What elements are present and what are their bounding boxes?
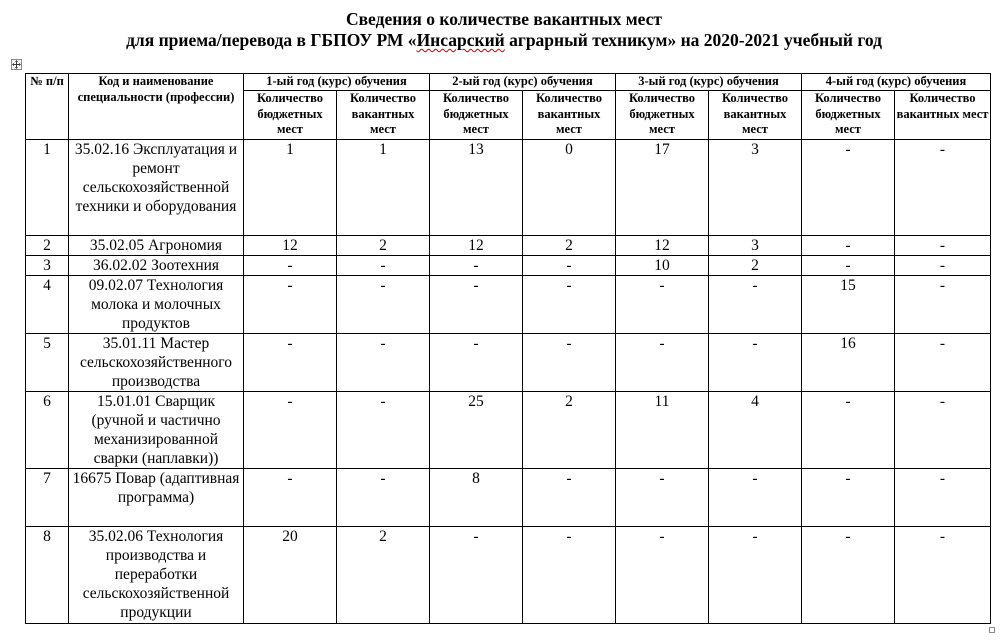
table-row bbox=[26, 256, 991, 276]
subheader-budget-places: Количество бюджетных мест bbox=[430, 91, 523, 140]
vacant-places-cell: - bbox=[523, 276, 616, 334]
vacant-places-cell: - bbox=[895, 392, 991, 469]
vacant-places-cell: - bbox=[523, 256, 616, 276]
document-title-line-2 bbox=[0, 30, 1008, 50]
budget-places-cell: - bbox=[430, 256, 523, 276]
vacant-places-cell: - bbox=[709, 527, 802, 624]
vacant-places-cell: - bbox=[895, 256, 991, 276]
specialty-name-cell: 35.02.05 Агрономия bbox=[69, 236, 244, 256]
subheader-budget-places: Количество бюджетных мест bbox=[616, 91, 709, 140]
vacant-places-cell: - bbox=[895, 527, 991, 624]
budget-places-cell: - bbox=[430, 527, 523, 624]
budget-places-cell: 20 bbox=[244, 527, 337, 624]
column-header-specialty: Код и наименование специальности (профессии) bbox=[69, 74, 244, 140]
document-title-line-1: Сведения о количестве вакантных мест bbox=[345, 9, 663, 29]
budget-places-cell: - bbox=[430, 276, 523, 334]
vacant-places-cell: - bbox=[337, 276, 430, 334]
budget-places-cell: 17 bbox=[616, 140, 709, 236]
budget-places-cell: - bbox=[802, 392, 895, 469]
vacant-places-cell: - bbox=[709, 469, 802, 527]
budget-places-cell: 13 bbox=[430, 140, 523, 236]
vacant-places-cell: 2 bbox=[523, 236, 616, 256]
budget-places-cell: - bbox=[430, 334, 523, 392]
vacant-places-cell: 3 bbox=[709, 140, 802, 236]
row-number-cell: 8 bbox=[26, 527, 69, 624]
column-header-year-1: 1-ый год (курс) обучения bbox=[244, 74, 430, 91]
budget-places-cell: - bbox=[616, 334, 709, 392]
budget-places-cell: - bbox=[244, 276, 337, 334]
specialty-name-cell: 36.02.02 Зоотехния bbox=[69, 256, 244, 276]
table-body bbox=[26, 140, 991, 624]
budget-places-cell: - bbox=[802, 469, 895, 527]
subheader-vacant-places: Количество вакантных мест bbox=[523, 91, 616, 140]
specialty-name-cell: 09.02.07 Технология молока и молочных продуктов bbox=[69, 276, 244, 334]
vacant-places-cell: - bbox=[523, 469, 616, 527]
subheader-vacant-places: Количество вакантных мест bbox=[337, 91, 430, 140]
vacant-places-cell: 4 bbox=[709, 392, 802, 469]
row-number-cell: 4 bbox=[26, 276, 69, 334]
budget-places-cell: 12 bbox=[244, 236, 337, 256]
vacant-places-cell: - bbox=[895, 469, 991, 527]
row-number-cell: 5 bbox=[26, 334, 69, 392]
vacant-places-cell: - bbox=[337, 256, 430, 276]
vacancies-table bbox=[25, 73, 991, 624]
vacant-places-cell: 2 bbox=[523, 392, 616, 469]
specialty-name-cell: 15.01.01 Сварщик (ручной и частично механизированной сварки (наплавки)) bbox=[69, 392, 244, 469]
budget-places-cell: - bbox=[616, 469, 709, 527]
subheader-vacant-places: Количество вакантных мест bbox=[709, 91, 802, 140]
table-row bbox=[26, 392, 991, 469]
subheader-budget-places: Количество бюджетных мест bbox=[802, 91, 895, 140]
table-row bbox=[26, 334, 991, 392]
specialty-name-cell: 16675 Повар (адаптивная программа) bbox=[69, 469, 244, 527]
budget-places-cell: 25 bbox=[430, 392, 523, 469]
column-header-year-3: 3-ый год (курс) обучения bbox=[616, 74, 802, 91]
vacant-places-cell: 2 bbox=[337, 527, 430, 624]
row-number-cell: 6 bbox=[26, 392, 69, 469]
budget-places-cell: 15 bbox=[802, 276, 895, 334]
budget-places-cell: - bbox=[244, 256, 337, 276]
budget-places-cell: 8 bbox=[430, 469, 523, 527]
vacant-places-cell: 2 bbox=[709, 256, 802, 276]
vacant-places-cell: - bbox=[709, 334, 802, 392]
budget-places-cell: - bbox=[244, 334, 337, 392]
title-line-2-end: аграрный техникум» на 2020-2021 учебный год bbox=[504, 30, 882, 50]
table-row bbox=[26, 236, 991, 256]
budget-places-cell: - bbox=[802, 140, 895, 236]
vacant-places-cell: - bbox=[523, 334, 616, 392]
vacant-places-cell: - bbox=[895, 276, 991, 334]
budget-places-cell: 12 bbox=[616, 236, 709, 256]
table-row bbox=[26, 469, 991, 527]
table-move-handle-icon[interactable] bbox=[11, 59, 22, 70]
table-row bbox=[26, 276, 991, 334]
budget-places-cell: - bbox=[802, 527, 895, 624]
vacant-places-cell: - bbox=[337, 334, 430, 392]
budget-places-cell: - bbox=[616, 527, 709, 624]
row-number-cell: 7 bbox=[26, 469, 69, 527]
specialty-name-cell: 35.01.11 Мастер сельскохозяйственного производства bbox=[69, 334, 244, 392]
budget-places-cell: 16 bbox=[802, 334, 895, 392]
budget-places-cell: 12 bbox=[430, 236, 523, 256]
budget-places-cell: - bbox=[802, 236, 895, 256]
vacant-places-cell: - bbox=[709, 276, 802, 334]
row-number-cell: 1 bbox=[26, 140, 69, 236]
spellcheck-highlighted-word: Инсарский bbox=[416, 30, 505, 50]
table-row bbox=[26, 527, 991, 624]
budget-places-cell: - bbox=[244, 392, 337, 469]
vacant-places-cell: 1 bbox=[337, 140, 430, 236]
table-row bbox=[26, 140, 991, 236]
subheader-vacant-places: Количество вакантных мест bbox=[895, 91, 991, 140]
vacant-places-cell: 0 bbox=[523, 140, 616, 236]
subheader-budget-places: Количество бюджетных мест bbox=[244, 91, 337, 140]
budget-places-cell: - bbox=[616, 276, 709, 334]
vacant-places-cell: - bbox=[895, 334, 991, 392]
column-header-number: № п/п bbox=[26, 74, 69, 140]
budget-places-cell: 10 bbox=[616, 256, 709, 276]
table-resize-handle-icon[interactable] bbox=[989, 627, 995, 633]
vacant-places-cell: - bbox=[895, 140, 991, 236]
budget-places-cell: 1 bbox=[244, 140, 337, 236]
row-number-cell: 2 bbox=[26, 236, 69, 256]
budget-places-cell: - bbox=[244, 469, 337, 527]
title-line-2-start: для приема/перевода в ГБПОУ РМ « bbox=[126, 30, 417, 50]
vacant-places-cell: 3 bbox=[709, 236, 802, 256]
column-header-year-4: 4-ый год (курс) обучения bbox=[802, 74, 991, 91]
row-number-cell: 3 bbox=[26, 256, 69, 276]
vacant-places-cell: - bbox=[337, 469, 430, 527]
column-header-year-2: 2-ый год (курс) обучения bbox=[430, 74, 616, 91]
vacant-places-cell: - bbox=[895, 236, 991, 256]
specialty-name-cell: 35.02.06 Технология производства и переработки сельскохозяйственной продукции bbox=[69, 527, 244, 624]
budget-places-cell: 11 bbox=[616, 392, 709, 469]
vacant-places-cell: - bbox=[337, 392, 430, 469]
vacant-places-cell: - bbox=[523, 527, 616, 624]
specialty-name-cell: 35.02.16 Эксплуатация и ремонт сельскохозяйственной техники и оборудования bbox=[69, 140, 244, 236]
vacant-places-cell: 2 bbox=[337, 236, 430, 256]
budget-places-cell: - bbox=[802, 256, 895, 276]
